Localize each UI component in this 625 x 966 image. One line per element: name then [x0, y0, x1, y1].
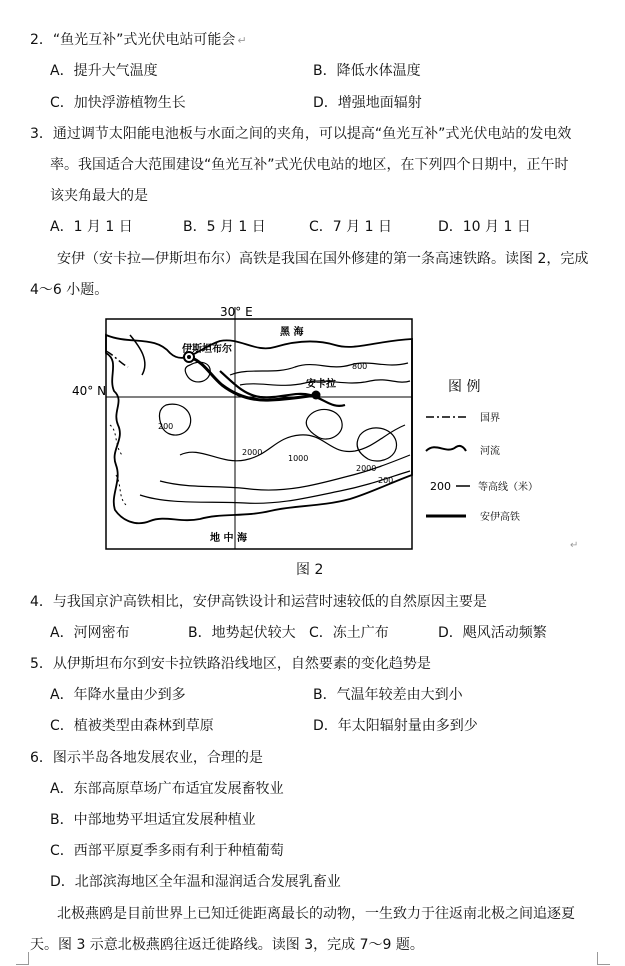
intro1-line-1: 安伊（安卡拉—伊斯坦布尔）高铁是我国在国外修建的第一条高速铁路。读图 2，完成 [57, 251, 589, 267]
contour-label-2000-b: 2000 [356, 464, 377, 473]
q4-stem: 4．与我国京沪高铁相比，安伊高铁设计和运营时速较低的自然原因主要是 [30, 594, 487, 610]
q4-option-b: B．地势起伏较大 [188, 625, 296, 641]
q3-option-d: D．10 月 1 日 [438, 219, 531, 235]
q4-option-c: C．冻土广布 [309, 625, 389, 641]
q2-option-b: B．降低水体温度 [313, 63, 421, 79]
q5-option-c: C．植被类型由森林到草原 [50, 718, 214, 734]
figure-2-caption-text: 图 2 [296, 562, 324, 578]
figure-2-map [70, 305, 590, 550]
map-paragraph-mark-icon: ↵ [570, 540, 579, 550]
intro2-line-1: 北极燕鸥是目前世界上已知迁徙距离最长的动物，一生致力于往返南北极之间追逐夏 [57, 906, 575, 922]
map-frame [106, 319, 412, 549]
sea-north-label: 黑 海 [280, 327, 304, 338]
istanbul-marker-dot [187, 355, 191, 359]
q2-option-d: D．增强地面辐射 [313, 95, 422, 111]
figure-2-caption [296, 561, 323, 579]
turkey-map-svg [70, 305, 590, 550]
legend-contour-value: 200 [430, 480, 451, 493]
sea-south-label: 地 中 海 [210, 533, 247, 544]
intro1-line-2: 4～6 小题。 [30, 282, 109, 298]
q2-option-c: C．加快浮游植物生长 [50, 95, 186, 111]
intro2-line-2: 天。图 3 示意北极燕鸥往返迁徙路线。读图 3，完成 7～9 题。 [30, 937, 424, 953]
q4-option-d: D．飓风活动频繁 [438, 625, 547, 641]
q3-line-3: 该夹角最大的是 [50, 188, 148, 204]
contour-label-800: 800 [352, 362, 368, 371]
q6-stem: 6．图示半岛各地发展农业，合理的是 [30, 750, 263, 766]
q3-line-1: 3．通过调节太阳能电池板与水面之间的夹角，可以提高“鱼光互补”式光伏电站的发电效 [30, 126, 572, 142]
q3-line-2: 率。我国适合大范围建设“鱼光互补”式光伏电站的地区，在下列四个日期中，正午时 [50, 157, 569, 173]
q6-option-c: C．西部平原夏季多雨有利于种植葡萄 [50, 843, 284, 859]
q5-option-a: A．年降水量由少到多 [50, 687, 186, 703]
ankara-marker [312, 391, 321, 400]
q5-option-d: D．年太阳辐射量由多到少 [313, 718, 478, 734]
legend-contour-label: 等高线（米） [478, 482, 538, 493]
contour-label-2000-a: 2000 [242, 448, 263, 457]
lon-label: 30° E [220, 305, 253, 319]
q6-option-a: A．东部高原草场广布适宜发展畜牧业 [50, 781, 284, 797]
q2-stem [30, 31, 247, 50]
contour-label-1000: 1000 [288, 454, 309, 463]
q4-option-a: A．河网密布 [50, 625, 130, 641]
legend-border-label: 国界 [480, 413, 500, 424]
city-istanbul-label: 伊斯坦布尔 [182, 344, 232, 355]
q3-option-a: A．1 月 1 日 [50, 219, 133, 235]
q6-option-d: D．北部滨海地区全年温和湿润适合发展乳畜业 [50, 874, 341, 890]
q6-option-b: B．中部地势平坦适宜发展种植业 [50, 812, 256, 828]
q3-option-b: B．5 月 1 日 [183, 219, 266, 235]
q3-option-c: C．7 月 1 日 [309, 219, 392, 235]
q5-stem: 5．从伊斯坦布尔到安卡拉铁路沿线地区，自然要素的变化趋势是 [30, 656, 431, 672]
lat-label: 40° N [72, 384, 107, 398]
crop-mark-left [16, 952, 29, 965]
legend-railway-label: 安伊高铁 [480, 512, 520, 523]
paragraph-mark-icon: ↵ [237, 34, 247, 47]
crop-mark-right [597, 952, 610, 965]
contour-label-200-b: 200 [378, 476, 394, 485]
city-ankara-label: 安卡拉 [306, 379, 336, 390]
q2-option-a: A．提升大气温度 [50, 63, 158, 79]
contour-label-200: 200 [158, 422, 174, 431]
legend-title: 图 例 [448, 379, 481, 395]
legend-river-symbol [426, 446, 466, 451]
q5-option-b: B．气温年较差由大到小 [313, 687, 463, 703]
q2-stem-text: 2．“鱼光互补”式光伏电站可能会 [30, 32, 236, 48]
legend-river-label: 河流 [480, 446, 500, 457]
